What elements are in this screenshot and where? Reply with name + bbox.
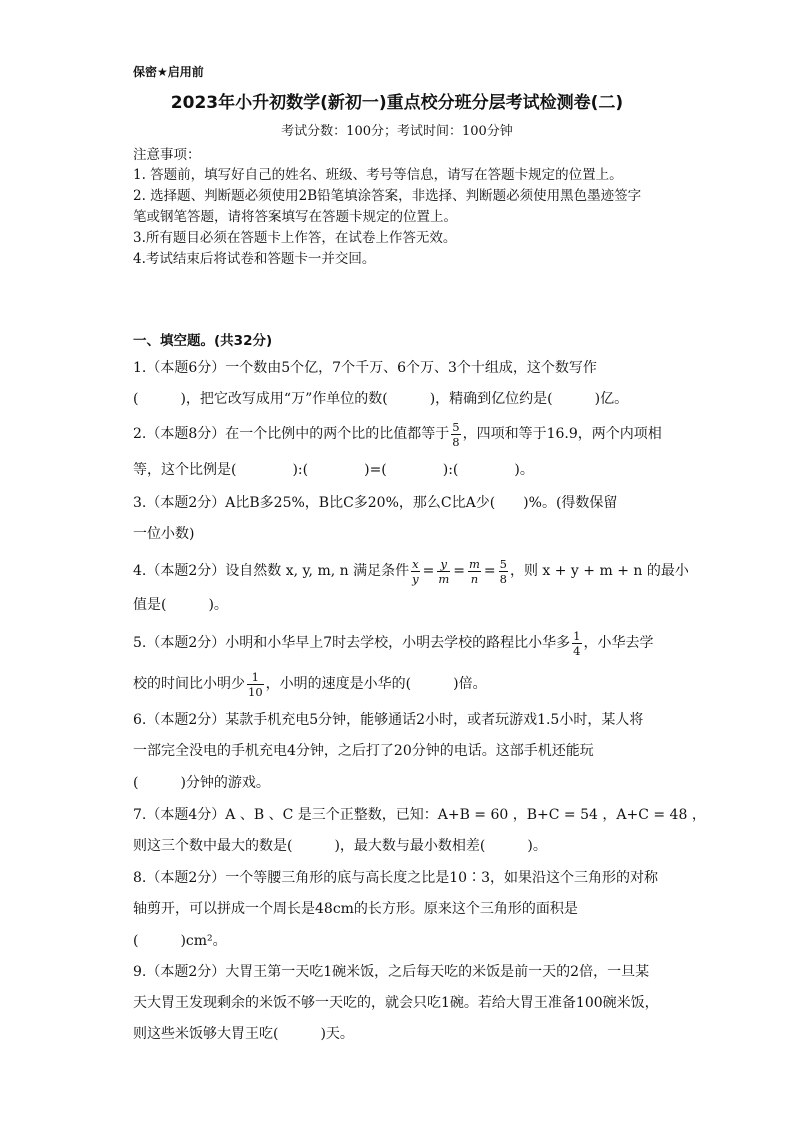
question-text: 等，这个比例是( ):( )=( ):( )。 [133, 462, 534, 478]
confidential-label: 保密★启用前 [133, 65, 204, 79]
question-8-line [133, 899, 578, 919]
question-text: ( )，把它改写成用“万”作单位的数( )，精确到亿位约是( )亿。 [133, 391, 629, 407]
fraction-numerator: x [412, 556, 419, 571]
page-title: 2023年小升初数学(新初一)重点校分班分层考试检测卷(二) [170, 93, 624, 113]
question-9-line [133, 1024, 354, 1044]
note-line: 笔或钢笔答题，请将答案填写在答题卡规定的位置上。 [133, 209, 457, 225]
question-text: 值是( )。 [133, 597, 228, 613]
question-2-line [133, 460, 534, 480]
question-3-line [133, 524, 194, 544]
question-3-line [133, 493, 617, 513]
question-text: 2.（本题8分）在一个比例中的两个比的比值都等于 [133, 426, 450, 442]
fraction-numerator: m [468, 556, 480, 571]
question-2-line [133, 419, 662, 449]
fraction-numerator: 1 [573, 628, 581, 643]
question-text: 则这三个数中最大的数是( )，最大数与最小数相差( )。 [133, 838, 547, 854]
fraction-denominator: 8 [499, 571, 507, 586]
fraction-numerator: y [437, 558, 450, 572]
fraction-numerator: 1 [247, 671, 264, 685]
note-line: 1. 答题前，填写好自己的姓名、班级、考号等信息，请写在答题卡规定的位置上。 [133, 167, 623, 183]
question-8-line [133, 868, 658, 888]
fraction [572, 630, 581, 657]
question-text: ，四项和等于16.9，两个内项相 [462, 426, 662, 442]
question-text: 9.（本题2分）大胃王第一天吃1碗米饭，之后每天吃的米饭是前一天的2倍，一旦某 [133, 964, 650, 980]
question-text: ，小明的速度是小华的( )倍。 [265, 676, 487, 692]
exam-info: 考试分数：100分；考试时间：100分钟 [281, 124, 513, 139]
fraction [468, 558, 481, 585]
question-text: 5.（本题2分）小明和小华早上7时去学校，小明去学校的路程比小华多 [133, 635, 571, 651]
equals-sign: = [483, 563, 496, 579]
fraction-denominator: 4 [573, 643, 581, 658]
question-text: 1.（本题6分）一个数由5个亿，7个千万、6个万、3个十组成，这个数写作 [133, 360, 597, 376]
fraction-denominator: m [438, 571, 450, 586]
question-7-line [133, 805, 706, 825]
equals-sign: = [453, 563, 465, 579]
question-text: 天大胃王发现剩余的米饭不够一天吃的，就会只吃1碗。若给大胃王准备100碗米饭， [133, 995, 659, 1011]
fraction-denominator: y [412, 571, 419, 586]
question-text: 一部完全没电的手机充电4分钟，之后打了20分钟的电话。这部手机还能玩 [133, 743, 594, 759]
question-9-line [133, 962, 649, 982]
fraction-numerator: 5 [452, 419, 460, 434]
question-text: 7.（本题4分）A 、B 、C 是三个正整数，已知：A+B = 60 ，B+C = 54 ，A+C = 48 ， [133, 807, 706, 823]
question-text: ( )分钟的游戏。 [133, 775, 270, 791]
question-text: ( )cm²。 [133, 933, 227, 949]
question-6-line [133, 773, 270, 793]
question-text: ，则 x + y + m + n 的最小 [509, 563, 689, 579]
fraction [451, 421, 460, 448]
question-4-line [133, 595, 228, 615]
question-9-line [133, 993, 659, 1013]
fraction [411, 558, 420, 585]
note-line: 3.所有题目必须在答题卡上作答，在试卷上作答无效。 [133, 230, 457, 246]
question-1-line [133, 389, 628, 409]
question-8-line [133, 931, 227, 951]
question-text: 则这些米饭够大胃王吃( )天。 [133, 1026, 354, 1042]
question-text: 轴剪开，可以拼成一个周长是48cm的长方形。原来这个三角形的面积是 [133, 901, 578, 917]
fraction-denominator: 10 [248, 684, 263, 699]
question-1-line [133, 358, 597, 378]
section-heading: 一、填空题。(共32分) [133, 333, 273, 349]
question-5-line [133, 669, 487, 699]
fraction [437, 558, 450, 585]
question-5-line [133, 628, 654, 658]
question-7-line [133, 836, 547, 856]
equals-sign: = [422, 563, 435, 579]
question-text: ，小华去学 [583, 635, 654, 651]
fraction-denominator: 8 [452, 434, 460, 449]
question-text: 校的时间比小明少 [133, 676, 245, 692]
question-text: 8.（本题2分）一个等腰三角形的底与高长度之比是10∶3，如果沿这个三角形的对称 [133, 870, 658, 886]
question-4-line [133, 556, 689, 586]
question-text: 6.（本题2分）某款手机充电5分钟，能够通话2小时，或者玩游戏1.5小时，某人将 [133, 712, 644, 728]
question-6-line [133, 741, 594, 761]
fraction-numerator: 5 [499, 556, 507, 571]
question-text: 3.（本题2分）A比B多25%，B比C多20%，那么C比A少( )%。(得数保留 [133, 495, 618, 511]
fraction [247, 671, 264, 698]
question-6-line [133, 710, 643, 730]
note-line: 4.考试结束后将试卷和答题卡一并交回。 [133, 251, 376, 267]
fraction [499, 558, 508, 585]
fraction-denominator: n [470, 571, 479, 586]
notes-heading: 注意事项： [133, 147, 201, 163]
question-text: 4.（本题2分）设自然数 x, y, m, n 满足条件 [133, 563, 410, 579]
question-text: 一位小数) [133, 526, 195, 542]
note-line: 2. 选择题、判断题必须使用2B铅笔填涂答案，非选择、判断题必须使用黑色墨迹签字 [133, 188, 642, 204]
